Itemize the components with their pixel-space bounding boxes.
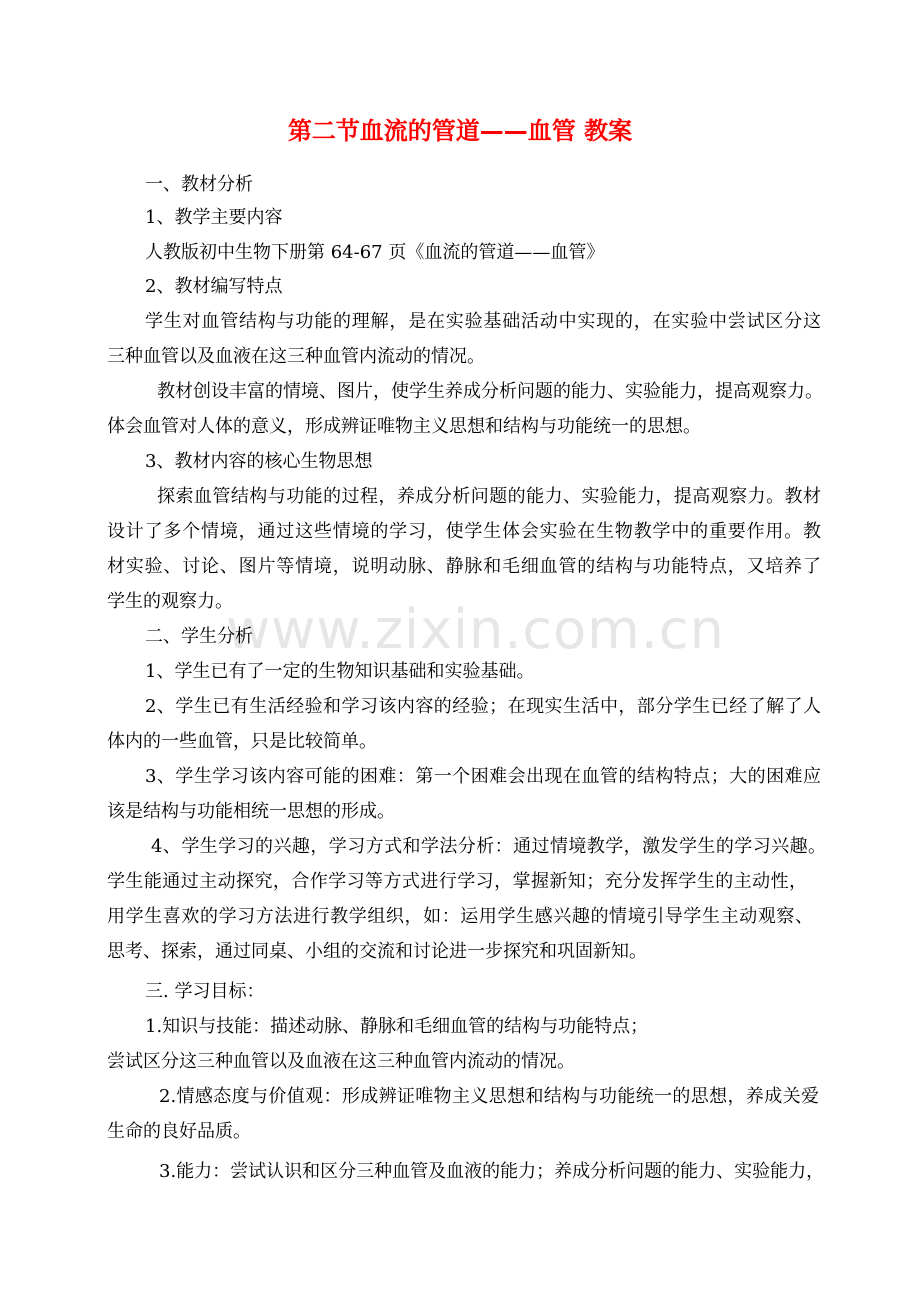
paragraph-line: 教材创设丰富的情境、图片，使学生养成分析问题的能力、实验能力，提高观察力。 (157, 381, 823, 402)
paragraph-line: 材实验、讨论、图片等情境，说明动脉、静脉和毛细血管的结构与功能特点，又培养了 (107, 556, 821, 577)
paragraph-line: 1.知识与技能：描述动脉、静脉和毛细血管的结构与功能特点； (145, 1016, 649, 1037)
paragraph-line: 3、学生学习该内容可能的困难：第一个困难会出现在血管的结构特点；大的困难应 (145, 766, 821, 787)
paragraph-line: 生命的良好品质。 (107, 1121, 251, 1142)
paragraph-line: 人教版初中生物下册第 64-67 页《血流的管道——血管》 (145, 242, 605, 263)
paragraph-line: 思考、探索，通过同桌、小组的交流和讨论进一步探究和巩固新知。 (107, 941, 647, 962)
paragraph-line: 探索血管结构与功能的过程，养成分析问题的能力、实验能力，提高观察力。教材 (157, 486, 821, 507)
section-heading-2: 二、学生分析 (145, 626, 253, 647)
subheading-1-3: 3、教材内容的核心生物思想 (145, 451, 373, 472)
subheading-1-2: 2、教材编写特点 (145, 276, 283, 297)
paragraph-line: 三种血管以及血液在这三种血管内流动的情况。 (107, 346, 485, 367)
section-heading-3: 三. 学习目标： (145, 981, 265, 1002)
paragraph-line: 体内的一些血管，只是比较简单。 (107, 731, 377, 752)
paragraph-line: 尝试区分这三种血管以及血液在这三种血管内流动的情况。 (107, 1051, 575, 1072)
watermark: www.zixin.com.cn (226, 598, 725, 661)
paragraph-line: 设计了多个情境，通过这些情境的学习，使学生体会实验在生物教学中的重要作用。教 (107, 521, 821, 542)
paragraph-line: 2、学生已有生活经验和学习该内容的经验；在现实生活中，部分学生已经了解了人 (145, 696, 821, 717)
paragraph-line: 学生的观察力。 (107, 591, 233, 612)
subheading-1-1: 1、教学主要内容 (145, 207, 283, 228)
paragraph-line: 学生对血管结构与功能的理解，是在实验基础活动中实现的，在实验中尝试区分这 (145, 311, 821, 332)
paragraph-line: 体会血管对人体的意义，形成辨证唯物主义思想和结构与功能统一的思想。 (107, 416, 701, 437)
document-title: 第二节血流的管道——血管 教案 (287, 117, 633, 145)
paragraph-line: 4、学生学习的兴趣，学习方式和学法分析：通过情境教学，激发学生的学习兴趣。 (151, 836, 826, 857)
paragraph-line: 1、学生已有了一定的生物知识基础和实验基础。 (145, 661, 535, 682)
paragraph-line: 该是结构与功能相统一思想的形成。 (107, 801, 395, 822)
paragraph-line: 2.情感态度与价值观：形成辨证唯物主义思想和结构与功能统一的思想，养成关爱 (159, 1086, 819, 1107)
paragraph-line: 3.能力：尝试认识和区分三种血管及血液的能力；养成分析问题的能力、实验能力， (159, 1161, 825, 1182)
section-heading-1: 一、教材分析 (145, 174, 253, 195)
paragraph-line: 用学生喜欢的学习方法进行教学组织，如：运用学生感兴趣的情境引导学生主动观察、 (107, 906, 813, 927)
paragraph-line: 学生能通过主动探究，合作学习等方式进行学习，掌握新知；充分发挥学生的主动性， (107, 871, 807, 892)
